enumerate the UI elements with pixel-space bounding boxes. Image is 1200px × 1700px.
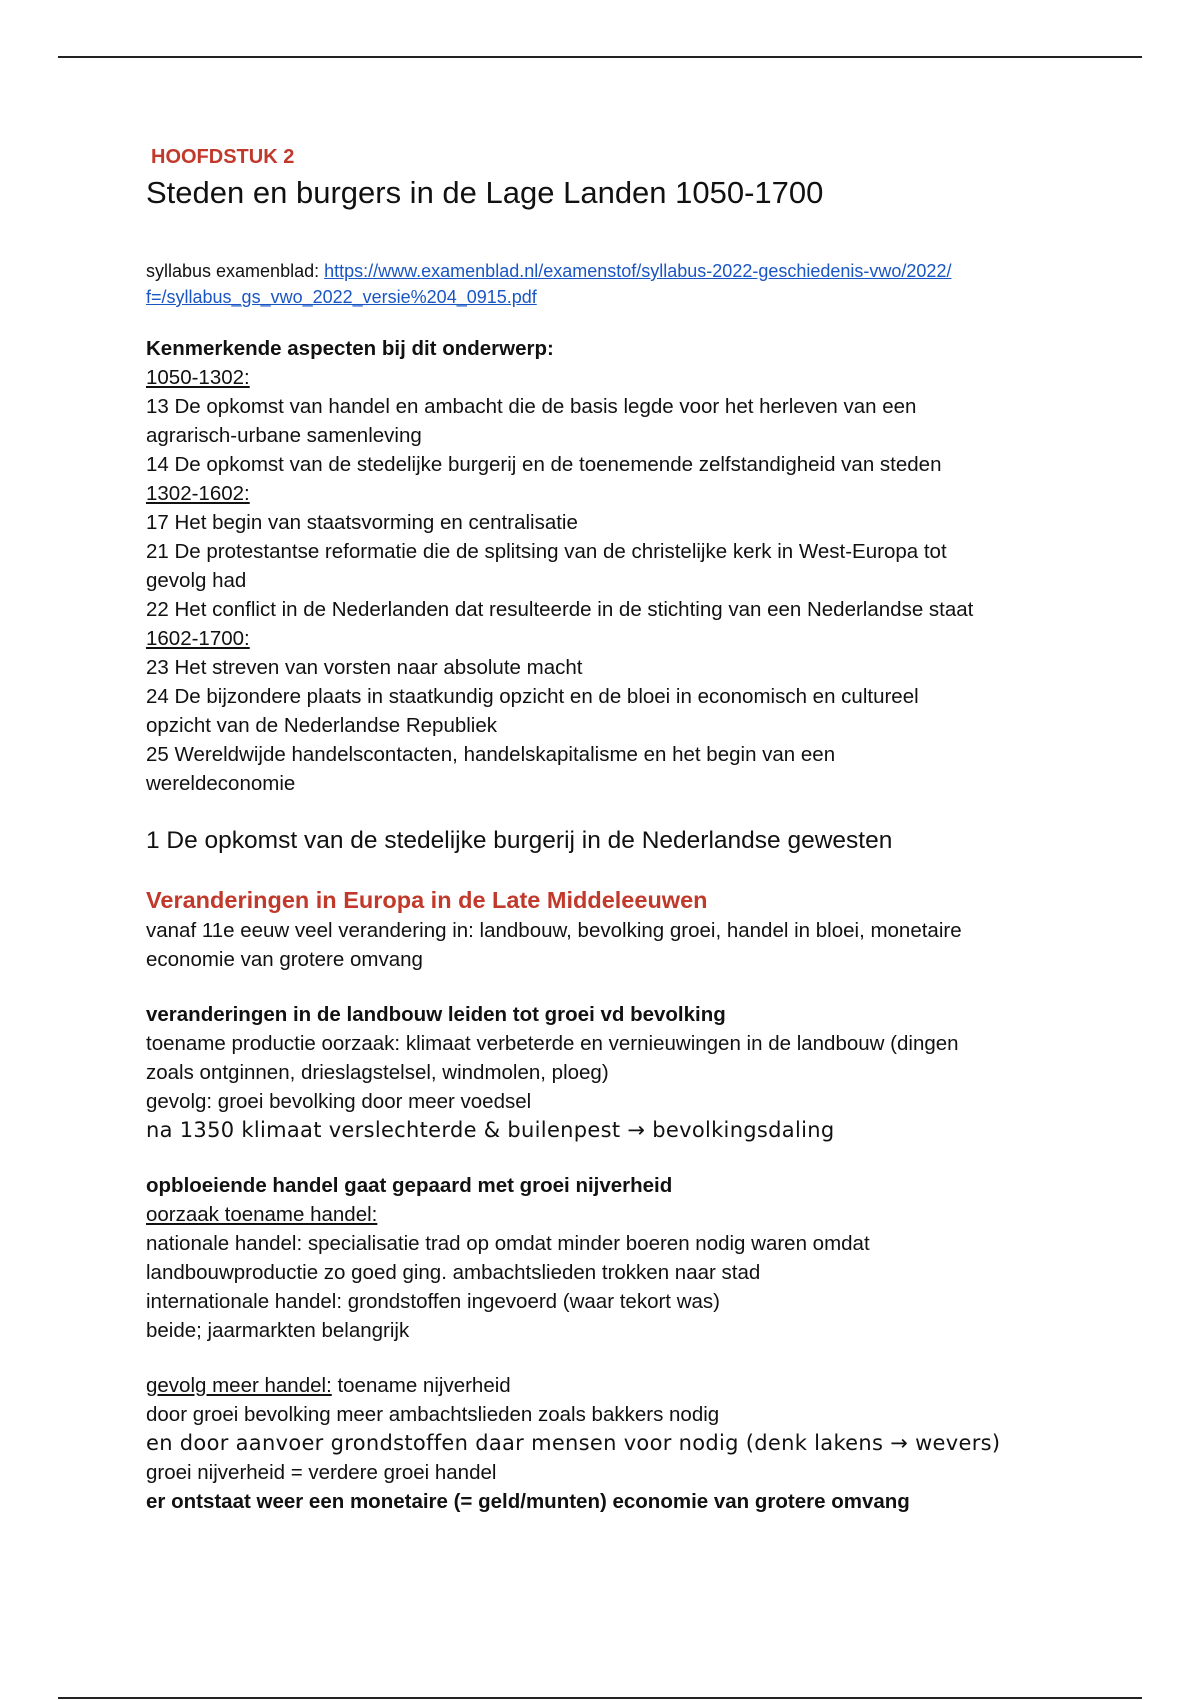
handel-line5: door groei bevolking meer ambachtslieden zoals bakkers nodig — [146, 1403, 720, 1426]
syllabus-reference — [146, 258, 1066, 310]
intro-line1: vanaf 11e eeuw veel verandering in: landbouw, bevolking groei, handel in bloei, monetaire — [146, 919, 962, 942]
top-rule — [58, 56, 1142, 58]
handel-effect-label: gevolg meer handel: — [146, 1374, 332, 1397]
handel-line1: nationale handel: specialisatie trad op omdat minder boeren nodig waren omdat — [146, 1232, 870, 1255]
landbouw-line2: zoals ontginnen, drieslagstelsel, windmolen, ploeg) — [146, 1061, 609, 1084]
landbouw-heading: veranderingen in de landbouw leiden tot groei vd bevolking — [146, 1003, 726, 1026]
page-title: Steden en burgers in de Lage Landen 1050-1700 — [146, 175, 824, 210]
period-heading-1: 1050-1302: — [146, 366, 250, 389]
handel-cause-label: oorzaak toename handel: — [146, 1203, 378, 1226]
syllabus-link-part1[interactable]: https://www.examenblad.nl/examenstof/syllabus-2022-geschiedenis-vwo/2022/ — [324, 261, 952, 281]
handel-heading: opbloeiende handel gaat gepaard met groei nijverheid — [146, 1174, 673, 1197]
aspect-24-line2: opzicht van de Nederlandse Republiek — [146, 714, 498, 737]
aspect-24-line1: 24 De bijzondere plaats in staatkundig opzicht en de bloei in economisch en cultureel — [146, 685, 919, 708]
handel-line2: landbouwproductie zo goed ging. ambachtslieden trokken naar stad — [146, 1261, 761, 1284]
aspect-13-line2: agrarisch-urbane samenleving — [146, 424, 422, 447]
aspect-25-line1: 25 Wereldwijde handelscontacten, handelskapitalisme en het begin van een — [146, 743, 836, 766]
landbouw-line4: na 1350 klimaat verslechterde & builenpest → bevolkingsdaling — [146, 1118, 835, 1142]
aspect-17: 17 Het begin van staatsvorming en centralisatie — [146, 511, 578, 534]
handel-effect-text: toename nijverheid — [331, 1374, 511, 1397]
landbouw-line1: toename productie oorzaak: klimaat verbeterde en vernieuwingen in de landbouw (dingen — [146, 1032, 959, 1055]
aspects-heading: Kenmerkende aspecten bij dit onderwerp: — [146, 337, 554, 360]
handel-effect — [146, 1371, 1066, 1400]
subsection-heading: Veranderingen in Europa in de Late Middeleeuwen — [146, 887, 708, 913]
aspect-25-line2: wereldeconomie — [146, 772, 296, 795]
document-page — [146, 142, 1066, 1516]
syllabus-link-part2[interactable]: f=/syllabus_gs_vwo_2022_versie%204_0915.pdf — [146, 287, 537, 307]
aspect-23: 23 Het streven van vorsten naar absolute macht — [146, 656, 583, 679]
period-heading-3: 1602-1700: — [146, 627, 250, 650]
chapter-label: HOOFDSTUK 2 — [151, 146, 295, 168]
intro-line2: economie van grotere omvang — [146, 948, 423, 971]
section-heading: 1 De opkomst van de stedelijke burgerij in de Nederlandse gewesten — [146, 827, 893, 854]
handel-line6: en door aanvoer grondstoffen daar mensen voor nodig (denk lakens → wevers) — [146, 1431, 1001, 1455]
handel-line4: beide; jaarmarkten belangrijk — [146, 1319, 410, 1342]
aspect-22: 22 Het conflict in de Nederlanden dat resulteerde in de stichting van een Nederlandse staat — [146, 598, 974, 621]
aspect-14: 14 De opkomst van de stedelijke burgerij en de toenemende zelfstandigheid van steden — [146, 453, 942, 476]
period-heading-2: 1302-1602: — [146, 482, 250, 505]
handel-line7: groei nijverheid = verdere groei handel — [146, 1461, 497, 1484]
bottom-rule — [58, 1697, 1142, 1699]
aspect-21-line1: 21 De protestantse reformatie die de splitsing van de christelijke kerk in West-Europa tot — [146, 540, 947, 563]
handel-line3: internationale handel: grondstoffen ingevoerd (waar tekort was) — [146, 1290, 720, 1313]
landbouw-line3: gevolg: groei bevolking door meer voedsel — [146, 1090, 532, 1113]
handel-line8: er ontstaat weer een monetaire (= geld/munten) economie van grotere omvang — [146, 1490, 910, 1513]
aspect-13-line1: 13 De opkomst van handel en ambacht die de basis legde voor het herleven van een — [146, 395, 917, 418]
aspect-21-line2: gevolg had — [146, 569, 247, 592]
syllabus-prefix: syllabus examenblad: — [146, 261, 325, 281]
